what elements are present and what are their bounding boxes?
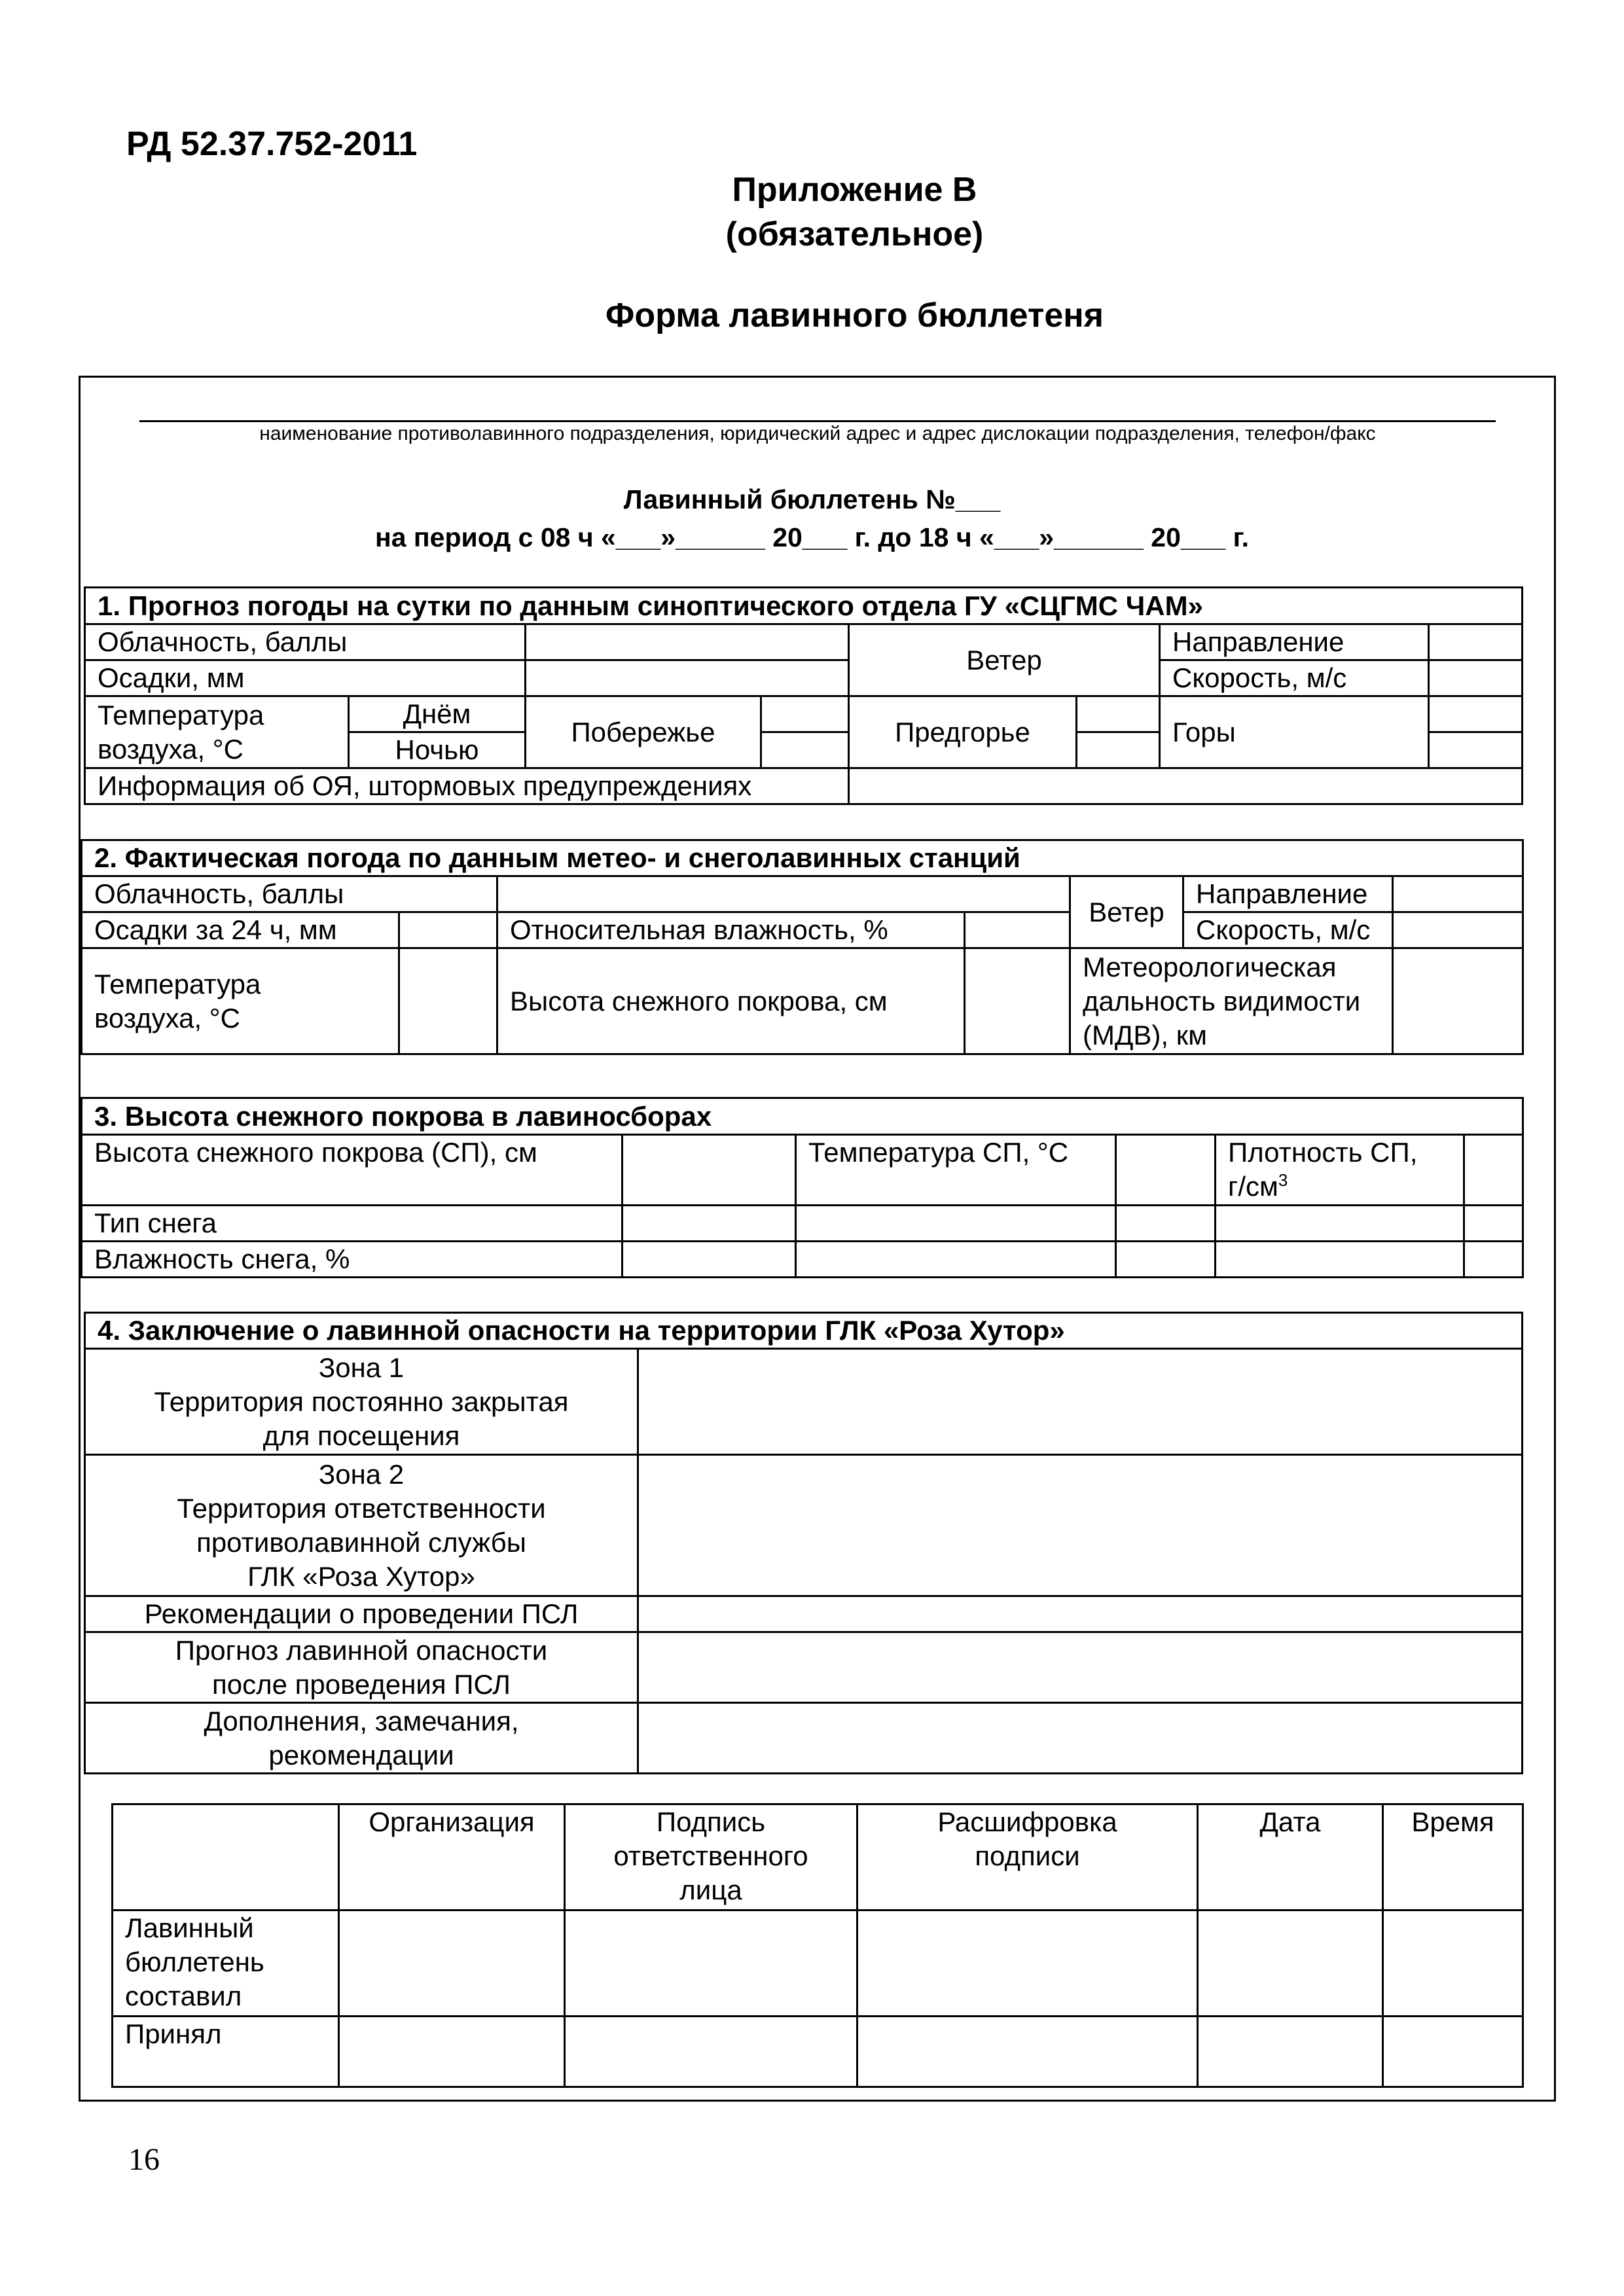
sig-row-compiled-line2: бюллетень	[125, 1946, 264, 1977]
section3-table	[81, 1097, 1524, 1278]
s4-psl-recommend-label: Рекомендации о проведении ПСЛ	[85, 1596, 638, 1632]
s2-speed-value[interactable]	[1393, 912, 1523, 948]
s1-mountains-night-value[interactable]	[1429, 732, 1523, 768]
s3-snow-temp-value[interactable]	[1116, 1135, 1216, 1206]
section4-table	[84, 1312, 1523, 1774]
s3-snow-type-label: Тип снега	[82, 1206, 623, 1242]
s3-density-label	[1216, 1135, 1464, 1206]
s4-zone2-label	[85, 1455, 638, 1596]
sig-col-org: Организация	[339, 1804, 565, 1910]
s2-cloudiness-value[interactable]	[497, 876, 1070, 912]
s2-snow-height-value[interactable]	[965, 948, 1070, 1054]
s1-speed-value[interactable]	[1429, 660, 1523, 696]
s2-direction-label: Направление	[1183, 876, 1393, 912]
s1-direction-value[interactable]	[1429, 624, 1523, 660]
appendix-status: (обязательное)	[725, 215, 984, 253]
bulletin-period: на период с 08 ч «___»______ 20___ г. до 18 ч «___»______ 20___ г.	[374, 522, 1250, 552]
bulletin-heading	[0, 480, 1624, 556]
s2-speed-label: Скорость, м/с	[1183, 912, 1393, 948]
sig-row-compiled-line3: составил	[125, 1981, 242, 2011]
s3-snow-type-value-3[interactable]	[1116, 1206, 1216, 1242]
sig-accepted-signature[interactable]	[565, 2017, 857, 2087]
sig-compiled-decode[interactable]	[857, 1910, 1198, 2017]
s4-zone1-line1: Зона 1	[318, 1352, 405, 1383]
sig-col-decode-line2: подписи	[975, 1840, 1080, 1871]
s1-temperature-label	[85, 696, 349, 768]
s1-precipitation-label: Осадки, мм	[85, 660, 526, 696]
s1-cloudiness-label: Облачность, баллы	[85, 624, 526, 660]
s4-forecast-value[interactable]	[638, 1632, 1523, 1703]
s2-direction-value[interactable]	[1393, 876, 1523, 912]
s2-visibility-label	[1070, 948, 1393, 1054]
s1-hazard-info-label: Информация об ОЯ, штормовых предупреждениях	[85, 768, 849, 804]
s3-snow-type-value-2[interactable]	[796, 1206, 1116, 1242]
s2-precip24-label: Осадки за 24 ч, мм	[82, 912, 399, 948]
s3-density-unit: г/см	[1228, 1171, 1278, 1202]
s2-temperature-label	[82, 948, 399, 1054]
org-name-line[interactable]	[139, 420, 1496, 422]
s3-density-value[interactable]	[1464, 1135, 1523, 1206]
s2-temperature-line1: Температура	[94, 968, 261, 999]
sig-row-compiled-line1: Лавинный	[125, 1912, 254, 1943]
s1-direction-label: Направление	[1160, 624, 1429, 660]
bulletin-title: Лавинный бюллетень №___	[623, 484, 1001, 514]
s3-snow-height-value[interactable]	[623, 1135, 796, 1206]
s2-visibility-line2: дальность видимости	[1083, 985, 1361, 1016]
sig-col-signature-line2: ответственного	[613, 1840, 808, 1871]
signature-table	[111, 1803, 1524, 2088]
sig-compiled-signature[interactable]	[565, 1910, 857, 2017]
s4-additions-line1: Дополнения, замечания,	[204, 1705, 519, 1736]
sig-col-decode	[857, 1804, 1198, 1910]
s4-zone1-label	[85, 1349, 638, 1455]
s1-night-label: Ночью	[349, 732, 526, 768]
s1-coast-night-value[interactable]	[761, 732, 849, 768]
sig-col-signature-line1: Подпись	[656, 1806, 766, 1837]
s4-additions-label	[85, 1703, 638, 1774]
s3-density-line2	[1228, 1170, 1451, 1204]
s1-coast-day-value[interactable]	[761, 696, 849, 732]
s2-humidity-label: Относительная влажность, %	[497, 912, 965, 948]
sig-col-signature	[565, 1804, 857, 1910]
s1-temperature-line2: воздуха, °С	[98, 733, 244, 764]
sig-corner-cell	[113, 1804, 339, 1910]
s1-foothills-day-value[interactable]	[1077, 696, 1160, 732]
s1-coast-label: Побережье	[526, 696, 761, 768]
s3-snow-type-value-4[interactable]	[1216, 1206, 1464, 1242]
section2-heading: 2. Фактическая погода по данным метео- и снеголавинных станций	[82, 840, 1523, 876]
s4-zone2-line1: Зона 2	[318, 1458, 405, 1490]
s2-snow-height-label: Высота снежного покрова, см	[497, 948, 965, 1054]
s4-zone1-line3: для посещения	[262, 1420, 460, 1451]
s4-additions-line2: рекомендации	[268, 1739, 454, 1770]
sig-accepted-date[interactable]	[1198, 2017, 1383, 2087]
s1-mountains-day-value[interactable]	[1429, 696, 1523, 732]
s1-foothills-night-value[interactable]	[1077, 732, 1160, 768]
s4-psl-recommend-value[interactable]	[638, 1596, 1523, 1632]
appendix-title	[0, 168, 1624, 257]
s3-snow-type-value-1[interactable]	[623, 1206, 796, 1242]
s3-density-line1: Плотность СП,	[1228, 1137, 1418, 1168]
org-caption: наименование противолавинного подразделения, юридический адрес и адрес дислокации подразделения, телефон/факс	[259, 423, 1376, 444]
s2-visibility-line3: (МДВ), км	[1083, 1019, 1208, 1050]
sig-col-decode-line1: Расшифровка	[937, 1806, 1117, 1837]
s1-temperature-line1: Температура	[98, 699, 264, 730]
sig-col-time: Время	[1383, 1804, 1523, 1910]
s3-snow-moisture-value-4[interactable]	[1216, 1242, 1464, 1278]
s2-precip24-value[interactable]	[399, 912, 497, 948]
section2-table	[81, 839, 1524, 1055]
sig-accepted-time[interactable]	[1383, 2017, 1523, 2087]
sig-row-compiled-label	[113, 1910, 339, 2017]
s1-cloudiness-value[interactable]	[526, 624, 849, 660]
s3-density-power: 3	[1278, 1170, 1288, 1190]
sig-compiled-org[interactable]	[339, 1910, 565, 2017]
s1-wind-label: Ветер	[849, 624, 1160, 696]
sig-accepted-org[interactable]	[339, 2017, 565, 2087]
s3-snow-moisture-label: Влажность снега, %	[82, 1242, 623, 1278]
section4-heading: 4. Заключение о лавинной опасности на территории ГЛК «Роза Хутор»	[85, 1313, 1523, 1349]
s2-visibility-value[interactable]	[1393, 948, 1523, 1054]
s1-foothills-label: Предгорье	[849, 696, 1077, 768]
s4-forecast-line2: после проведения ПСЛ	[212, 1668, 511, 1700]
s2-temperature-value[interactable]	[399, 948, 497, 1054]
s3-snow-temp-label: Температура СП, °С	[796, 1135, 1116, 1206]
form-title: Форма лавинного бюллетеня	[605, 296, 1104, 334]
page-number: 16	[128, 2142, 160, 2177]
s3-snow-moisture-value-1[interactable]	[623, 1242, 796, 1278]
section3-heading: 3. Высота снежного покрова в лавиносборах	[82, 1098, 1523, 1135]
s1-hazard-info-value[interactable]	[849, 768, 1523, 804]
s4-zone2-line2: Территория ответственности	[177, 1492, 546, 1524]
s4-zone2-value[interactable]	[638, 1455, 1523, 1596]
section1-table	[84, 586, 1523, 805]
appendix-label: Приложение В	[732, 171, 977, 209]
s3-snow-moisture-value-5[interactable]	[1464, 1242, 1523, 1278]
section1-heading: 1. Прогноз погоды на сутки по данным синоптического отдела ГУ «СЦГМС ЧАМ»	[85, 588, 1523, 624]
sig-col-date: Дата	[1198, 1804, 1383, 1910]
s4-forecast-label	[85, 1632, 638, 1703]
s3-snow-height-label: Высота снежного покрова (СП), см	[82, 1135, 623, 1206]
s1-precipitation-value[interactable]	[526, 660, 849, 696]
s2-temperature-line2: воздуха, °С	[94, 1002, 240, 1033]
s4-zone2-line4: ГЛК «Роза Хутор»	[247, 1560, 475, 1592]
s4-zone1-value[interactable]	[638, 1349, 1523, 1455]
s2-humidity-value[interactable]	[965, 912, 1070, 948]
document-code: РД 52.37.752-2011	[126, 125, 418, 163]
s4-zone2-line3: противолавинной службы	[196, 1526, 526, 1558]
s4-forecast-line1: Прогноз лавинной опасности	[175, 1634, 548, 1666]
s2-visibility-line1: Метеорологическая	[1083, 951, 1337, 982]
s3-snow-moisture-value-2[interactable]	[796, 1242, 1116, 1278]
s1-speed-label: Скорость, м/с	[1160, 660, 1429, 696]
s4-zone1-line2: Территория постоянно закрытая	[154, 1386, 569, 1417]
s1-mountains-label: Горы	[1160, 696, 1429, 768]
s2-wind-label: Ветер	[1070, 876, 1183, 948]
s3-snow-moisture-value-3[interactable]	[1116, 1242, 1216, 1278]
s2-cloudiness-label: Облачность, баллы	[82, 876, 497, 912]
sig-accepted-decode[interactable]	[857, 2017, 1198, 2087]
s3-snow-type-value-5[interactable]	[1464, 1206, 1523, 1242]
sig-col-signature-line3: лица	[679, 1874, 742, 1905]
s1-day-label: Днём	[349, 696, 526, 732]
s4-additions-value[interactable]	[638, 1703, 1523, 1774]
sig-row-accepted-label: Принял	[113, 2017, 339, 2087]
sig-compiled-time[interactable]	[1383, 1910, 1523, 2017]
sig-compiled-date[interactable]	[1198, 1910, 1383, 2017]
